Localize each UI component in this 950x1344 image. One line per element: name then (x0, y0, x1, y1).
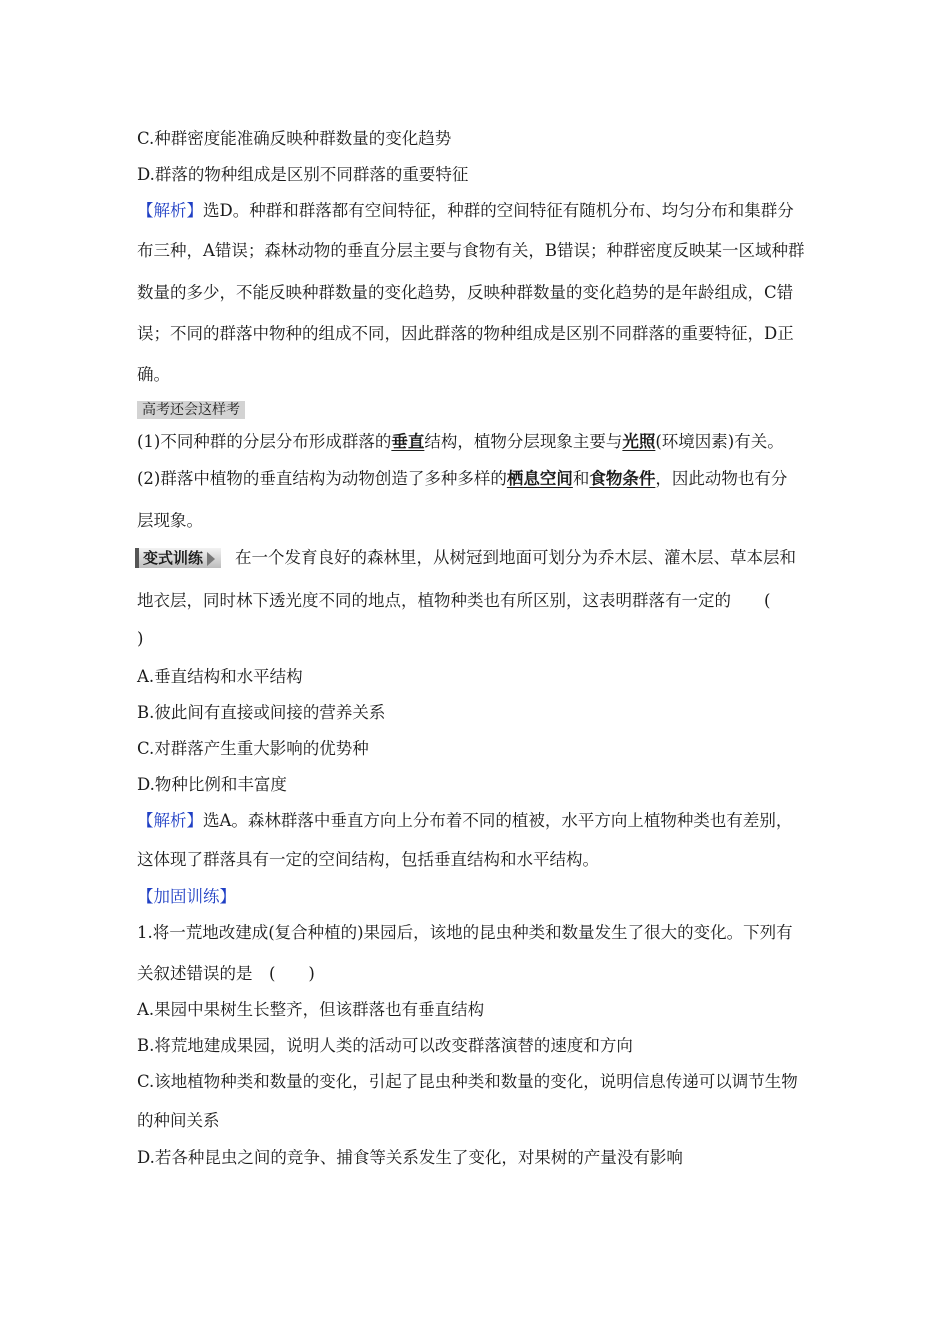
q0-analysis-line-5: 确。 (137, 365, 170, 384)
q0-analysis-line-3: 数量的多少，不能反映种群数量的变化趋势，反映种群数量的变化趋势的是年龄组成，C错 (137, 283, 794, 302)
consolidate-q1-line-2: 关叙述错误的是 ( ) (137, 964, 315, 983)
consolidate-option-a: A.果园中果树生长整齐，但该群落也有垂直结构 (137, 1000, 485, 1019)
variant-option-a: A.垂直结构和水平结构 (137, 667, 303, 686)
analysis-text: 选D。种群和群落都有空间特征，种群的空间特征有随机分布、均匀分布和集群分 (203, 201, 794, 220)
analysis-tag: 【解析】 (137, 811, 203, 830)
text: (1)不同种群的分层分布形成群落的 (137, 432, 392, 451)
q0-option-d: D.群落的物种组成是区别不同群落的重要特征 (137, 165, 469, 184)
key-term: 垂直 (391, 432, 425, 451)
q0-option-c: C.种群密度能准确反映种群数量的变化趋势 (137, 129, 452, 148)
analysis-text: 选A。森林群落中垂直方向上分布着不同的植被，水平方向上植物种类也有差别， (203, 811, 793, 830)
text: 和 (572, 469, 590, 488)
text: (2)群落中植物的垂直结构为动物创造了多种多样的 (137, 469, 507, 488)
exam-note-tag-row (137, 398, 245, 420)
text: ，因此动物也有分 (655, 469, 788, 488)
consolidate-option-d: D.若各种昆虫之间的竞争、捕食等关系发生了变化，对果树的产量没有影响 (137, 1148, 683, 1167)
key-term: 光照 (622, 432, 656, 451)
q0-analysis-line-4: 误；不同的群落中物种的组成不同，因此群落的物种组成是区别不同群落的重要特征，D正 (137, 324, 794, 343)
variant-analysis-line-2: 这体现了群落具有一定的空间结构，包括垂直结构和水平结构。 (137, 850, 599, 869)
exam-note-point-1 (137, 431, 784, 453)
consolidate-option-c-line-1: C.该地植物种类和数量的变化，引起了昆虫种类和数量的变化，说明信息传递可以调节生物 (137, 1072, 798, 1091)
variant-stem-line-2: 地衣层，同时林下透光度不同的地点，植物种类也有所区别，这表明群落有一定的 ( (137, 591, 771, 610)
text: 结构，植物分层现象主要与 (424, 432, 623, 451)
variant-tag-label: 变式训练 (143, 549, 204, 567)
variant-option-c: C.对群落产生重大影响的优势种 (137, 739, 369, 758)
variant-analysis-line-1 (137, 810, 792, 832)
consolidate-option-b: B.将荒地建成果园，说明人类的活动可以改变群落演替的速度和方向 (137, 1036, 633, 1055)
text: (环境因素)有关。 (655, 432, 784, 451)
q0-analysis-line-1 (137, 200, 794, 222)
consolidate-heading: 【加固训练】 (137, 887, 236, 906)
exam-note-point-2 (137, 468, 787, 490)
consolidate-option-c-line-2: 的种间关系 (137, 1111, 220, 1130)
analysis-tag: 【解析】 (137, 201, 203, 220)
exam-note-point-2-cont: 层现象。 (137, 511, 203, 530)
variant-stem-text: 在一个发育良好的森林里，从树冠到地面可划分为乔木层、灌木层、草本层和 (235, 548, 797, 567)
variant-stem-line-3: ) (137, 629, 144, 648)
key-term: 食物条件 (589, 469, 656, 488)
arrow-right-icon (207, 552, 215, 566)
exam-note-tag: 高考还会这样考 (137, 401, 245, 419)
variant-option-b: B.彼此间有直接或间接的营养关系 (137, 703, 386, 722)
q0-analysis-line-2: 布三种，A错误；森林动物的垂直分层主要与食物有关，B错误；种群密度反映某一区域种群 (137, 241, 805, 260)
consolidate-q1-line-1: 1.将一荒地改建成(复合种植的)果园后，该地的昆虫种类和数量发生了很大的变化。下列有 (137, 923, 793, 942)
variant-option-d: D.物种比例和丰富度 (137, 775, 287, 794)
variant-stem-line-1 (135, 547, 796, 569)
key-term: 栖息空间 (506, 469, 573, 488)
variant-training-tag (135, 548, 221, 568)
